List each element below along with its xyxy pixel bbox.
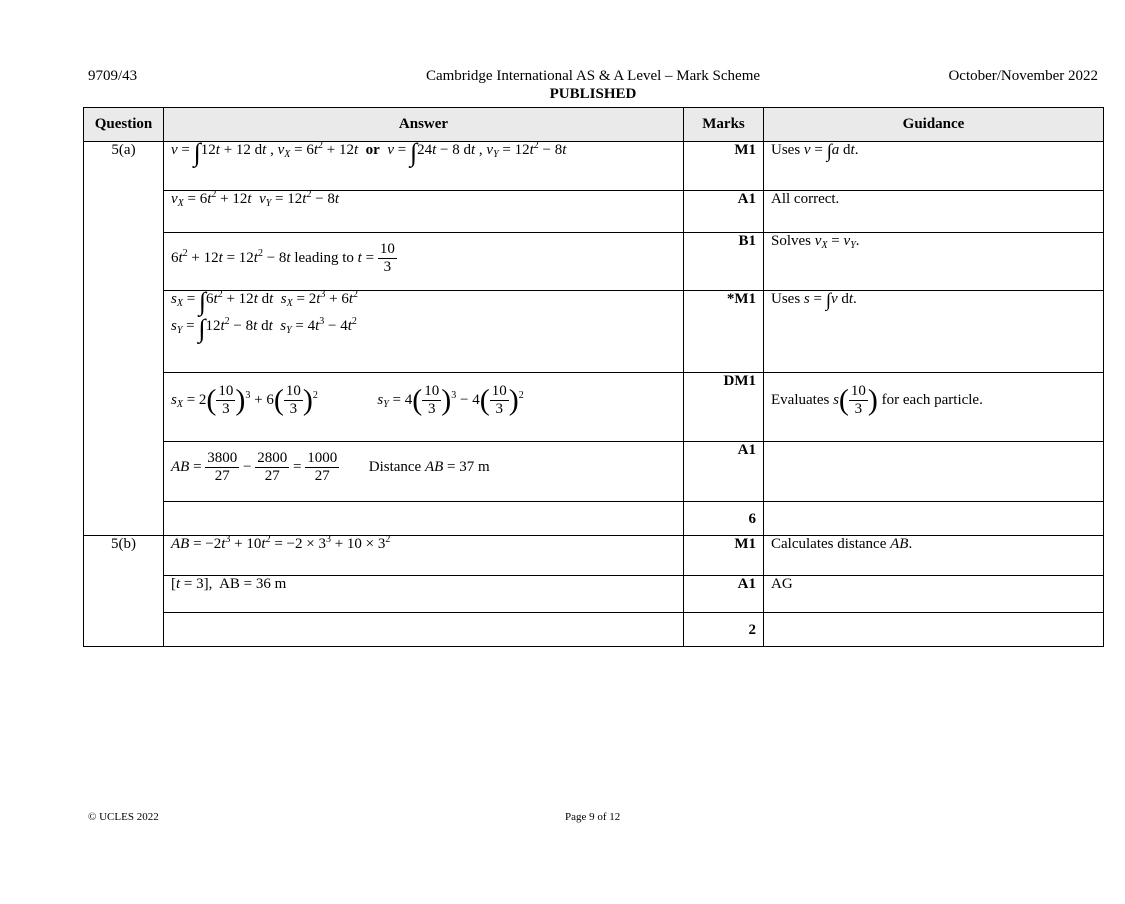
table-header-row — [84, 108, 1104, 142]
col-answer: Answer — [164, 108, 684, 142]
total-marks: 6 — [684, 502, 764, 536]
mark-code: M1 — [684, 142, 764, 191]
table-row — [84, 442, 1104, 502]
table-row — [84, 576, 1104, 613]
leading-to-text: leading to — [294, 250, 354, 267]
answer-cell: $6t^2 + 12t = 12t^2 - 8t$ leading to t = $\frac{10}{3}$ — [164, 233, 684, 291]
question-number: 5(b) — [84, 536, 164, 647]
exam-session: October/November 2022 — [948, 68, 1098, 84]
guidance-cell — [764, 502, 1104, 536]
table-row — [84, 191, 1104, 233]
guidance-cell: Calculates distance AB. — [764, 536, 1104, 576]
copyright: © UCLES 2022 — [88, 811, 159, 823]
answer-cell — [164, 502, 684, 536]
table-row — [84, 233, 1104, 291]
mark-code: A1 — [684, 191, 764, 233]
table-row — [84, 536, 1104, 576]
mark-code: A1 — [684, 442, 764, 502]
answer-cell — [164, 613, 684, 647]
col-guidance: Guidance — [764, 108, 1104, 142]
distance-value: 37 m — [459, 459, 490, 476]
mark-code: B1 — [684, 233, 764, 291]
table-row — [84, 142, 1104, 191]
answer-cell: v = ∫12t + 12 dt , $v_X = 6t^2 + 12t$ or v = ∫24t − 8 dt , $v_Y = 12t^2 - 8t$ — [164, 142, 684, 191]
published-label: PUBLISHED — [549, 86, 637, 102]
guidance-cell: AG — [764, 576, 1104, 613]
question-number: 5(a) — [84, 142, 164, 536]
guidance-cell: Uses v = ∫a dt. — [764, 142, 1104, 191]
guidance-cell: Solves $v_X = v_Y$. — [764, 233, 1104, 291]
scheme-title: Cambridge International AS & A Level – Mark Scheme — [425, 68, 761, 84]
answer-cell: $v_X = 6t^2 + 12t$ $v_Y = 12t^2 - 8t$ — [164, 191, 684, 233]
answer-cell: AB = $-2t^3 + 10t^2 = -2 \times 3^3 + 10 \times 3^2$ — [164, 536, 684, 576]
mark-code: A1 — [684, 576, 764, 613]
page-number: Page 9 of 12 — [565, 811, 621, 823]
mark-code: M1 — [684, 536, 764, 576]
col-question: Question — [84, 108, 164, 142]
distance-result: AB = 36 m — [219, 576, 287, 592]
guidance-cell: Evaluates s( $\frac{10}{3}$ ) for each particle. — [764, 373, 1104, 442]
table-row — [84, 613, 1104, 647]
table-row — [84, 502, 1104, 536]
table-row — [84, 373, 1104, 442]
answer-cell: AB = $\frac{3800}{27}$ − $\frac{2800}{27}$ = $\frac{1000}{27}$ Distance AB = 37 m — [164, 442, 684, 502]
col-marks: Marks — [684, 108, 764, 142]
table-row — [84, 291, 1104, 373]
mark-code: DM1 — [684, 373, 764, 442]
guidance-cell — [764, 442, 1104, 502]
mark-scheme-table — [83, 107, 1104, 647]
distance-label: Distance — [368, 459, 422, 476]
guidance-cell — [764, 613, 1104, 647]
answer-cell: $s_X = \int 6t^2 + 12t$ dt $s_X = 2t^3 + 6t^2$ $s_Y = \int 12t^2 - 8t$ dt $s_Y = 4t^3 - 4t^2$ — [164, 291, 684, 373]
paper-code: 9709/43 — [88, 68, 138, 84]
guidance-cell: Uses s = ∫v dt. — [764, 291, 1104, 373]
answer-cell: [t = 3], AB = 36 m — [164, 576, 684, 613]
guidance-cell: All correct. — [764, 191, 1104, 233]
total-marks: 2 — [684, 613, 764, 647]
mark-code: *M1 — [684, 291, 764, 373]
answer-cell: $s_X = 2$( $\frac{10}{3}$ )$^3$ + 6( $\frac{10}{3}$ )$^2$ $s_Y = 4$( $\frac{10}{3}$ )$^3$ − 4( $\frac{10}{3}$ )$^2$ — [164, 373, 684, 442]
